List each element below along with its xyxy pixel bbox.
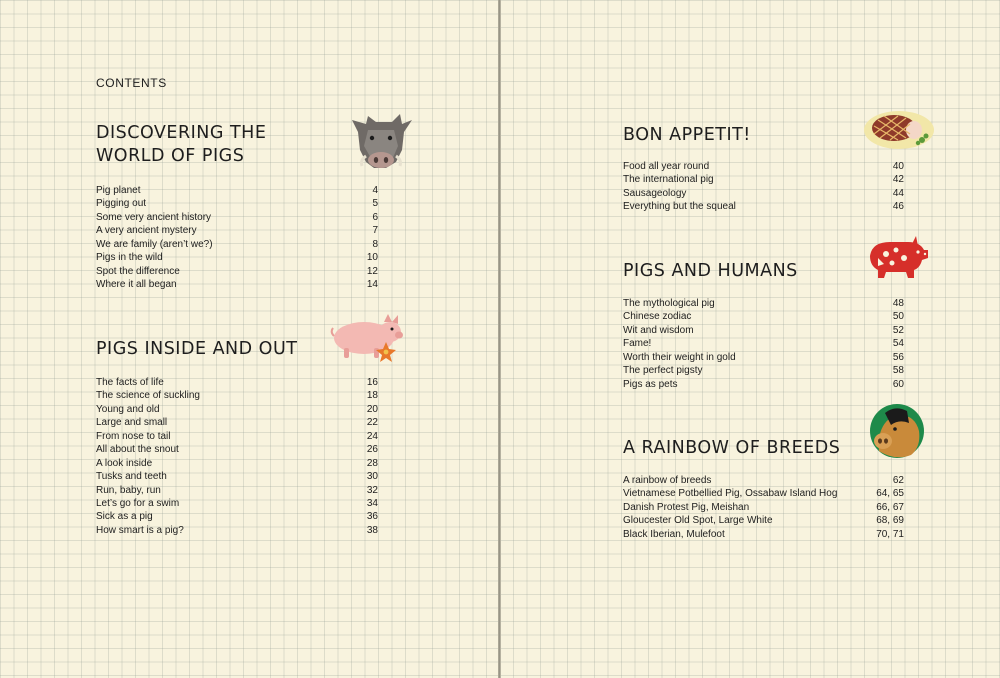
- entry-title: Pigs as pets: [623, 378, 678, 390]
- toc-entry[interactable]: [96, 484, 378, 497]
- entry-title: Pigging out: [96, 198, 147, 210]
- toc-entry[interactable]: [623, 173, 904, 186]
- entry-page: 30: [366, 471, 378, 483]
- toc-entry[interactable]: [96, 211, 378, 224]
- entry-title: How smart is a pig?: [96, 524, 184, 536]
- roast-ham-icon: [862, 106, 936, 152]
- entry-title: Sausageology: [623, 187, 687, 199]
- book-gutter: [498, 0, 501, 678]
- entry-title: The mythological pig: [623, 298, 715, 309]
- entry-page: 48: [892, 298, 904, 309]
- entry-page: 10: [366, 252, 378, 264]
- entry-page: 64, 65: [876, 488, 904, 500]
- toc-entry[interactable]: [623, 487, 904, 500]
- section-title-line: DISCOVERING THE: [96, 123, 267, 143]
- entry-page: 68, 69: [876, 515, 904, 527]
- toc-entry[interactable]: [623, 297, 904, 310]
- entry-page: 8: [372, 238, 378, 250]
- toc-entry[interactable]: [623, 474, 904, 487]
- toc-list: [96, 376, 378, 537]
- entry-page: 20: [366, 403, 378, 415]
- toc-entry[interactable]: [96, 389, 378, 402]
- toc-entry[interactable]: [96, 278, 378, 291]
- entry-page: 18: [366, 390, 378, 402]
- entry-page: 44: [892, 187, 904, 199]
- entry-page: 32: [366, 484, 378, 496]
- entry-page: 40: [892, 161, 904, 172]
- toc-entry[interactable]: [623, 364, 904, 377]
- entry-page: 58: [892, 365, 904, 377]
- entry-title: All about the snout: [96, 444, 179, 456]
- toc-entry[interactable]: [623, 351, 904, 364]
- section-title: [623, 437, 904, 460]
- toc-list: [623, 297, 904, 391]
- entry-page: 24: [366, 430, 378, 442]
- entry-title: A very ancient mystery: [96, 225, 197, 237]
- entry-title: Pigs in the wild: [96, 252, 163, 264]
- entry-page: 56: [892, 351, 904, 363]
- entry-title: Where it all began: [96, 279, 177, 291]
- entry-title: Danish Protest Pig, Meishan: [623, 501, 750, 513]
- entry-title: Let’s go for a swim: [96, 497, 180, 509]
- entry-page: 36: [366, 511, 378, 523]
- entry-title: Some very ancient history: [96, 211, 212, 223]
- red-papercut-pig-icon: [864, 236, 930, 282]
- entry-title: Sick as a pig: [96, 511, 153, 523]
- entry-page: 26: [366, 444, 378, 456]
- entry-title: Wit and wisdom: [623, 324, 694, 336]
- entry-title: Chinese zodiac: [623, 311, 692, 323]
- toc-entry[interactable]: [96, 430, 378, 443]
- section-title-line: A RAINBOW OF BREEDS: [623, 438, 841, 458]
- toc-entry[interactable]: [96, 416, 378, 429]
- toc-entry[interactable]: [623, 378, 904, 391]
- contents-label: CONTENTS: [96, 76, 167, 90]
- entry-title: Tusks and teeth: [96, 471, 167, 483]
- toc-entry[interactable]: [623, 324, 904, 337]
- entry-page: 14: [366, 279, 378, 291]
- entry-page: 54: [892, 338, 904, 350]
- section-title: [96, 122, 378, 168]
- entry-title: Gloucester Old Spot, Large White: [623, 515, 773, 527]
- entry-title: Large and small: [96, 417, 168, 429]
- entry-title: The perfect pigsty: [623, 365, 703, 377]
- section-title-line: BON APPETIT!: [623, 125, 751, 145]
- toc-entry[interactable]: [96, 197, 378, 210]
- toc-entry[interactable]: [623, 501, 904, 514]
- entry-title: The science of suckling: [96, 390, 200, 402]
- entry-page: 70, 71: [876, 528, 904, 540]
- entry-page: 42: [892, 174, 904, 186]
- toc-entry[interactable]: [96, 265, 378, 278]
- toc-entry[interactable]: [96, 497, 378, 510]
- entry-page: 38: [366, 524, 378, 536]
- entry-page: 28: [366, 457, 378, 469]
- toc-entry[interactable]: [96, 251, 378, 264]
- toc-entry[interactable]: [623, 310, 904, 323]
- entry-page: 34: [366, 497, 378, 509]
- toc-entry[interactable]: [96, 457, 378, 470]
- entry-title: The facts of life: [96, 377, 164, 388]
- entry-title: Food all year round: [623, 161, 710, 172]
- section-pigs-and-humans: [623, 260, 904, 391]
- entry-title: Worth their weight in gold: [623, 351, 736, 363]
- toc-list: [623, 474, 904, 541]
- entry-title: Young and old: [96, 403, 160, 415]
- toc-entry[interactable]: [623, 528, 904, 541]
- toc-entry[interactable]: [96, 510, 378, 523]
- toc-entry[interactable]: [623, 514, 904, 527]
- entry-title: Vietnamese Potbellied Pig, Ossabaw Island Hog: [623, 488, 838, 500]
- entry-title: We are family (aren’t we?): [96, 238, 213, 250]
- toc-entry[interactable]: [623, 200, 904, 213]
- entry-title: Black Iberian, Mulefoot: [623, 528, 725, 540]
- entry-title: Pig planet: [96, 185, 141, 196]
- entry-page: 50: [892, 311, 904, 323]
- toc-entry[interactable]: [623, 337, 904, 350]
- toc-entry[interactable]: [96, 443, 378, 456]
- entry-title: From nose to tail: [96, 430, 171, 442]
- entry-page: 22: [366, 417, 378, 429]
- toc-entry[interactable]: [96, 403, 378, 416]
- entry-page: 16: [366, 377, 378, 388]
- toc-list: [623, 160, 904, 214]
- toc-entry[interactable]: [96, 224, 378, 237]
- entry-page: 52: [892, 324, 904, 336]
- entry-page: 60: [892, 378, 904, 390]
- section-title-line: WORLD OF PIGS: [96, 146, 245, 166]
- toc-entry[interactable]: [623, 160, 904, 173]
- section-inside-and-out: [96, 338, 378, 537]
- entry-title: Run, baby, run: [96, 484, 161, 496]
- section-title: [623, 260, 904, 283]
- entry-page: 12: [366, 265, 378, 277]
- entry-page: 62: [892, 475, 904, 486]
- toc-entry[interactable]: [623, 187, 904, 200]
- section-title-line: PIGS AND HUMANS: [623, 261, 798, 281]
- entry-page: 66, 67: [876, 501, 904, 513]
- entry-page: 4: [372, 185, 378, 196]
- entry-page: 5: [372, 198, 378, 210]
- entry-title: A look inside: [96, 457, 153, 469]
- entry-title: A rainbow of breeds: [623, 475, 712, 486]
- toc-entry[interactable]: [96, 524, 378, 537]
- boar-head-icon: [346, 110, 416, 172]
- toc-entry[interactable]: [96, 238, 378, 251]
- toc-entry[interactable]: [96, 376, 378, 389]
- toc-list: [96, 184, 378, 292]
- entry-title: Fame!: [623, 338, 652, 350]
- entry-page: 7: [372, 225, 378, 237]
- entry-title: Everything but the squeal: [623, 201, 736, 213]
- brown-pig-portrait-icon: [869, 403, 925, 459]
- toc-entry[interactable]: [96, 184, 378, 197]
- section-rainbow-of-breeds: [623, 437, 904, 541]
- entry-title: Spot the difference: [96, 265, 180, 277]
- section-discovering: [96, 122, 378, 292]
- entry-page: 46: [892, 201, 904, 213]
- entry-page: 6: [372, 211, 378, 223]
- entry-title: The international pig: [623, 174, 714, 186]
- toc-entry[interactable]: [96, 470, 378, 483]
- section-title-line: PIGS INSIDE AND OUT: [96, 339, 298, 359]
- pink-pig-with-flower-icon: [330, 310, 406, 366]
